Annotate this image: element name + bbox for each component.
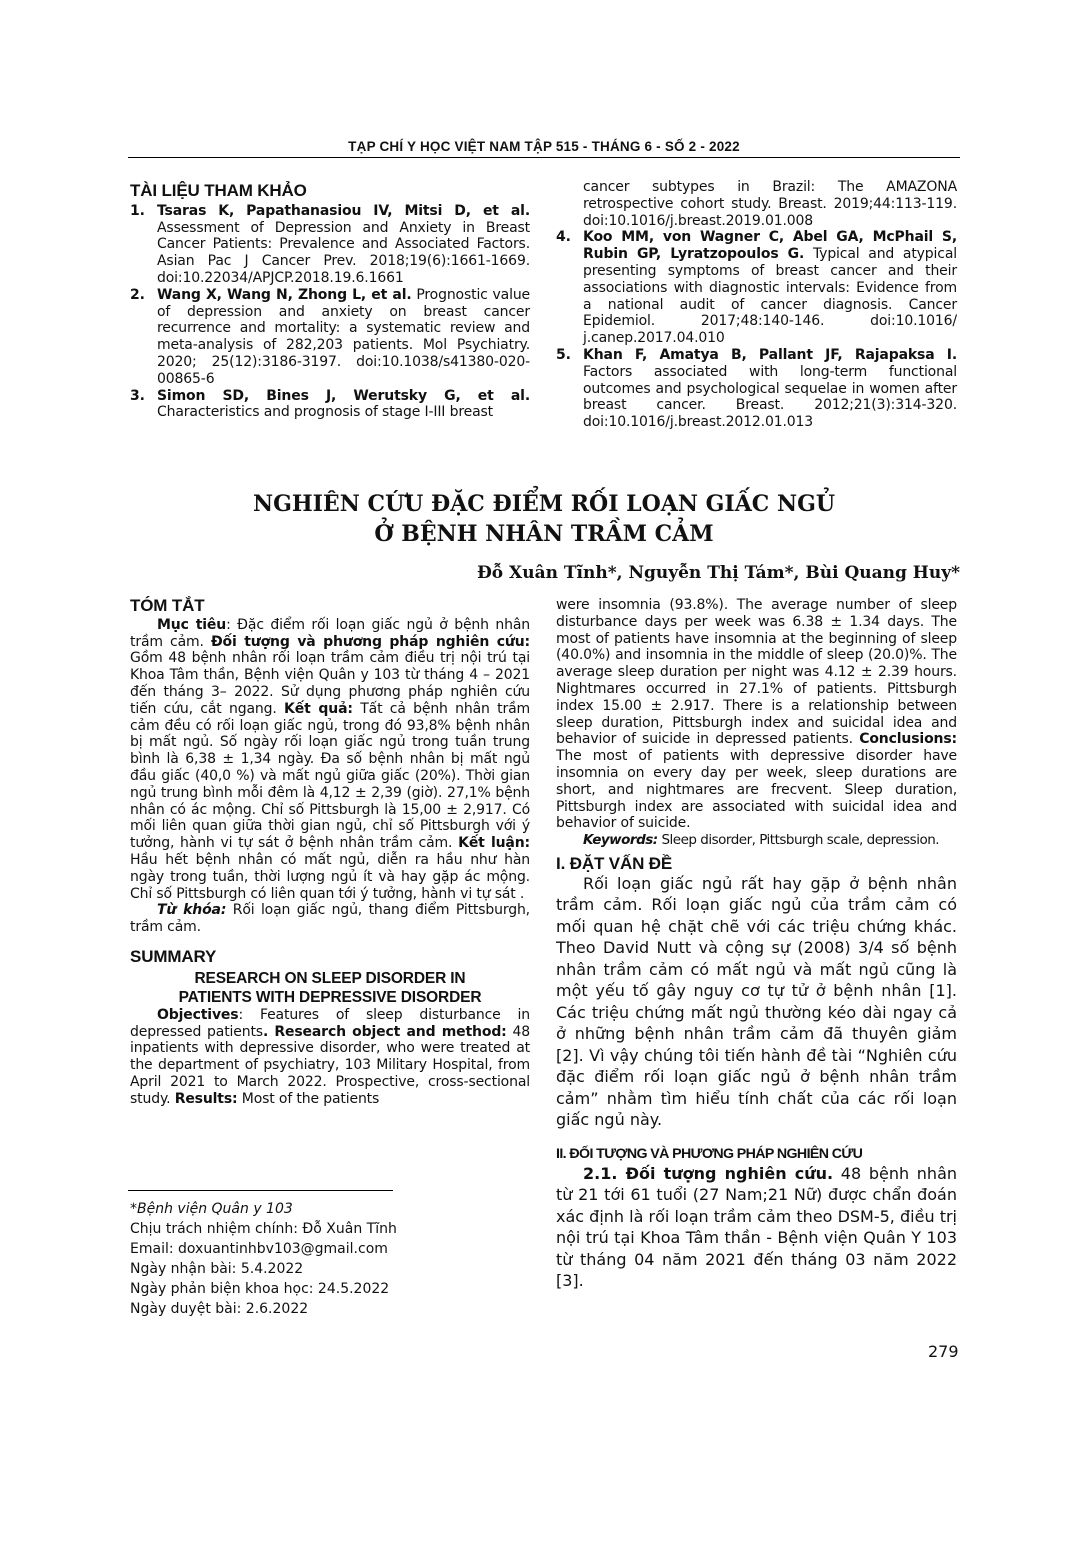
page-number: 279 <box>928 1342 959 1361</box>
reference-item: 5. Khan F, Amatya B, Pallant JF, Rajapaksa I. Factors associated with long-term functional outcomes and psychological sequelae in women after breast cancer. Breast. 2012;21(3):314-320. doi:10.1016/j.breast.2012.01.013 <box>556 346 957 431</box>
reference-item: 2. Wang X, Wang N, Zhong L, et al. Prognostic value of depression and anxiety on breast cancer recurrence and mortality: a systematic review and meta-analysis of 282,203 patients. Mol Psychiatry. 2020; 25(12):3186-3197. doi:10.1038/s41380-020-00865-6 <box>130 286 531 387</box>
article-authors: Đỗ Xuân Tĩnh*, Nguyễn Thị Tám*, Bùi Quang Huy* <box>476 563 960 583</box>
article-title: NGHIÊN CỨU ĐẶC ĐIỂM RỐI LOẠN GIẤC NGỦ Ở BỆNH NHÂN TRẦM CẢM <box>252 491 836 547</box>
reference-item: 3. Simon SD, Bines J, Werutsky G, et al. Characteristics and prognosis of stage I-III breast <box>130 387 530 421</box>
section1-heading: I. ĐẶT VẤN ĐỀ <box>556 853 673 873</box>
section2-heading: II. ĐỐI TƯỢNG VÀ PHƯƠNG PHÁP NGHIÊN CỨU <box>556 1145 863 1162</box>
summary-subtitle: RESEARCH ON SLEEP DISORDER IN PATIENTS WITH DEPRESSIVE DISORDER <box>178 969 482 1006</box>
tomtat-paragraph: Mục tiêu: Đặc điểm rối loạn giấc ngủ ở bệnh nhân trầm cảm. Đối tượng và phương pháp nghiên cứu: Gồm 48 bệnh nhân rối loạn trầm cảm điều trị nội trú tại Khoa Tâm thần, Bệnh viện Quân y 103 từ tháng 4 – 2021 đến tháng 3– 2022. Sử dụng phương pháp nghiên cứu tiến cứu, cắt ngang. Kết quả: Tất cả bệnh nhân trầm cảm đều có rối loạn giấc ngủ, trong đó 93,8% bệnh nhân bị mất ngủ. Số ngày rối loạn giấc ngủ trong tuần trung bình là 6,38 ± 1,34 ngày. Đa số bệnh nhân bị mất ngủ đầu giấc (40,0 %) và mất ngủ giữa giấc (20%). Thời gian ngủ trung bình mỗi đêm là 4,12 ± 2,39 (giờ). 27,1% bệnh nhân có ác mộng. Chỉ số Pittsburgh là 15,00 ± 2,917. Có mối liên quan giữa thời gian ngủ, chỉ số Pittsburgh với ý tưởng, hành vi tự sát ở bệnh nhân trầm cảm. Kết luận: Hầu hết bệnh nhân có mất ngủ, diễn ra hầu như hàn ngày trong tuần, thời lượng ngủ ít và hay gặp ác mộng. Chỉ số Pittsburgh có liên quan tới ý tưởng, hành vi tự sát . <box>130 616 530 902</box>
reference-item: 4. Koo MM, von Wagner C, Abel GA, McPhail S, Rubin GP, Lyratzopoulos G. Typical and atypical presenting symptoms of breast cancer and their associations with diagnostic intervals: Evidence from a national audit of cancer diagnosis. Cancer Epidemiol. 2017;48:140-146. doi:10.1016/ j.canep.2017.04.010 <box>556 229 957 347</box>
tomtat-keywords: Từ khóa: Rối loạn giấc ngủ, thang điểm Pittsburgh, trầm cảm. <box>130 902 530 936</box>
reference-continuation: cancer subtypes in Brazil: The AMAZONA retrospective cohort study. Breast. 2019;44:113-119. doi:10.1016/j.breast.2019.01.008 <box>583 179 957 229</box>
summary-paragraph-continued: were insomnia (93.8%). The average number of sleep disturbance days per week was 6.38 ± 1.34 days. The most of patients have insomnia at the beginning of sleep (40.0%) and insomnia in the middle of sleep (20.0)%. The average sleep duration per night was 4.12 ± 2.39 hours. Nightmares occurred in 27.1% of patients. Pittsburgh index 15.00 ± 2.917. There is a relationship between sleep duration, Pittsburgh index and suicidal idea and behavior of suicide in depressed patients. Conclusions: The most of patients with depressive disorder have insomnia on every day per week, sleep durations are short, and nightmares are frecvent. Sleep duration, Pittsburgh index are associated with suicidal idea and behavior of suicide. <box>556 597 957 832</box>
header-rule <box>128 157 960 158</box>
summary-heading: SUMMARY <box>130 946 217 966</box>
footnote: *Bệnh viện Quân y 103 Chịu trách nhiệm chính: Đỗ Xuân Tĩnh Email: doxuantinhbv103@gmail.com Ngày nhận bài: 5.4.2022 Ngày phản biện khoa học: 24.5.2022 Ngày duyệt bài: 2.6.2022 <box>130 1201 397 1317</box>
body-right-column <box>556 597 957 1292</box>
references-list-right <box>556 229 957 431</box>
references-heading: TÀI LIỆU THAM KHẢO <box>130 181 307 200</box>
references-right <box>556 179 957 431</box>
journal-header: TẠP CHÍ Y HỌC VIỆT NAM TẬP 515 - THÁNG 6 - SỐ 2 - 2022 <box>348 139 740 154</box>
references-list-left <box>130 203 530 421</box>
body-left-column <box>130 598 530 1108</box>
section1-paragraph: Rối loạn giấc ngủ rất hay gặp ở bệnh nhân trầm cảm. Rối loạn giấc ngủ của trầm cảm có mối quan hệ chặt chẽ với các triệu chứng khác. Theo David Nutt và cộng sự (2008) 3/4 số bệnh nhân trầm cảm có mất ngủ và mất ngủ cũng là một yếu tố gây nguy cơ tự tử ở bệnh nhân [1]. Các triệu chứng mất ngủ thường kéo dài ngay cả ở những bệnh nhân trầm cảm đã thuyên giảm [2]. Vì vậy chúng tôi tiến hành đề tài “Nghiên cứu đặc điểm rối loạn giấc ngủ ở bệnh nhân trầm cảm” nhằm tìm hiểu tính chất của các rối loạn giấc ngủ này. <box>556 873 957 1130</box>
footnote-rule <box>128 1190 393 1191</box>
summary-paragraph-start: Objectives: Features of sleep disturbance in depressed patients. Research object and method: 48 inpatients with depressive disorder, who were treated at the department of psychiatry, 103 Military Hospital, from April 2021 to March 2022. Prospective, cross-sectional study. Results: Most of the patients <box>130 1006 530 1107</box>
references-left <box>130 183 530 421</box>
section2-paragraph: 2.1. Đối tượng nghiên cứu. 48 bệnh nhân từ 21 tới 61 tuổi (27 Nam;21 Nữ) được chẩn đoán xác định là rối loạn trầm cảm theo DSM-5, điều trị nội trú tại Khoa Tâm thần - Bệnh viện Quân Y 103 từ tháng 04 năm 2021 đến tháng 03 năm 2022 [3]. <box>556 1163 958 1291</box>
summary-keywords: Keywords: Sleep disorder, Pittsburgh scale, depression. <box>583 832 940 849</box>
tomtat-heading: TÓM TẮT <box>130 596 205 615</box>
reference-item: 1. Tsaras K, Papathanasiou IV, Mitsi D, et al. Assessment of Depression and Anxiety in Breast Cancer Patients: Prevalence and Associated Factors. Asian Pac J Cancer Prev. 2018;19(6):1661-1669. doi:10.22034/APJCP.2018.19.6.1661 <box>130 202 530 286</box>
